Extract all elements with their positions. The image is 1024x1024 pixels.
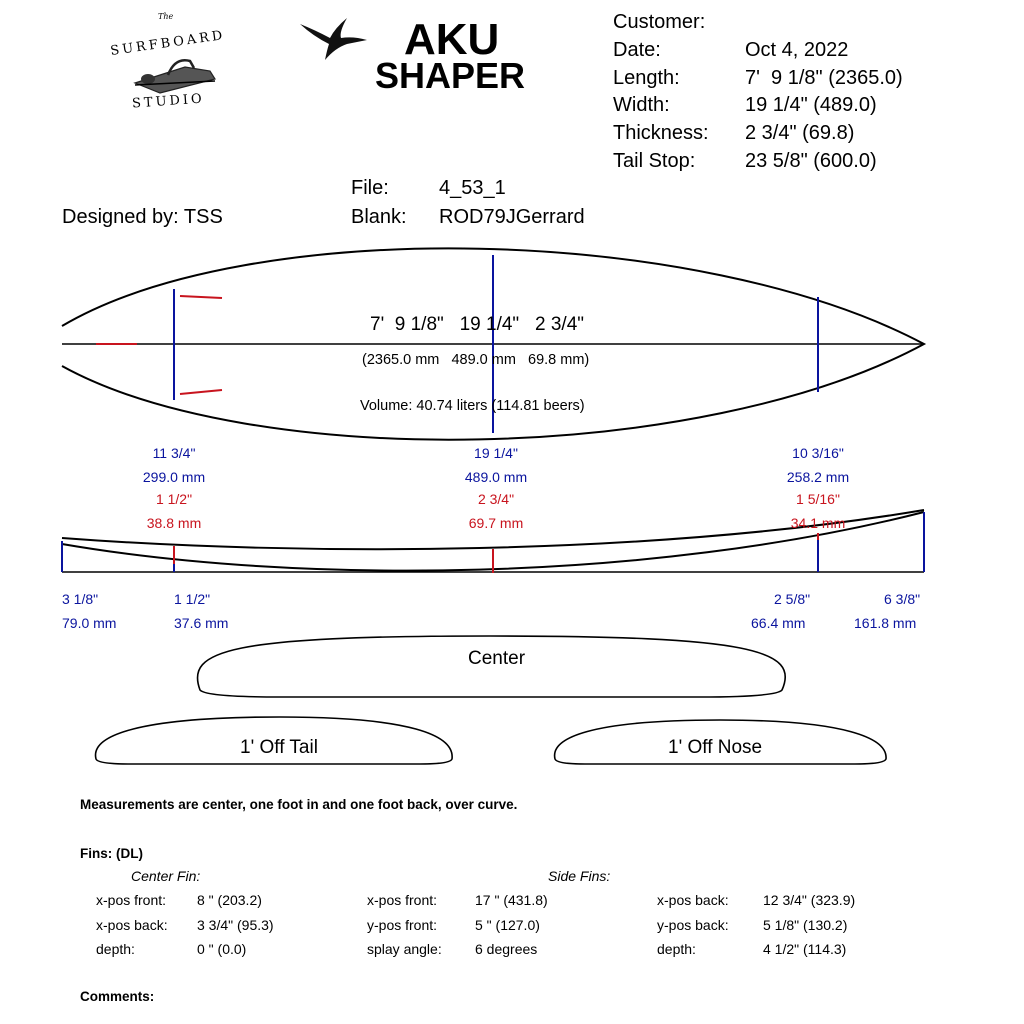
fin-label: depth: [96,941,135,957]
spec-label: Width: [613,94,670,116]
fin-label: splay angle: [367,941,442,957]
rocker-mm: 79.0 mm [62,615,117,631]
side-fin-mark [180,390,222,394]
fin-value: 5 " (127.0) [475,917,540,933]
fin-label: y-pos front: [367,917,438,933]
spec-value: 2 3/4" (69.8) [745,122,855,144]
blank-value: ROD79JGerrard [439,206,585,228]
rocker-in: 6 3/8" [884,591,921,607]
fin-value: 8 " (203.2) [197,892,262,908]
logo-small-text: The [158,12,174,21]
station-width-mm: 258.2 mm [786,469,850,485]
station-thick-mm: 34.1 mm [790,515,846,531]
brand-line1: AKU [404,15,500,64]
rocker-mm: 37.6 mm [174,615,229,631]
spec-label: Length: [613,67,680,89]
volume-text: Volume: 40.74 liters (114.81 beers) [360,398,585,414]
spec-label: Date: [613,39,661,61]
fin-label: x-pos back: [96,917,168,933]
station-width-in: 19 1/4" [474,445,518,461]
file-value: 4_53_1 [439,177,506,199]
fin-value: 17 " (431.8) [475,892,548,908]
center-fin-title: Center Fin: [131,868,201,884]
station-thick-in: 1 5/16" [796,491,840,507]
spec-value: 19 1/4" (489.0) [745,94,877,116]
rocker-mm: 66.4 mm [751,615,806,631]
blank-label: Blank: [351,206,407,228]
spec-label: Thickness: [613,122,709,144]
designed-by: Designed by: TSS [62,206,223,228]
station-thick-mm: 38.8 mm [146,515,202,531]
outline-dims-imperial: 7' 9 1/8" 19 1/4" 2 3/4" [370,314,585,335]
station-width-in: 10 3/16" [792,445,844,461]
comments-label: Comments: [80,989,155,1004]
fin-label: x-pos front: [96,892,167,908]
rocker-mm: 161.8 mm [854,615,917,631]
fin-value: 4 1/2" (114.3) [763,941,847,957]
spec-label: Customer: [613,11,706,33]
fin-label: x-pos back: [657,892,729,908]
station-width-in: 11 3/4" [152,445,196,461]
measurement-note: Measurements are center, one foot in and one foot back, over curve. [80,797,518,812]
tail-section-label: 1' Off Tail [240,737,318,758]
center-section-label: Center [468,648,526,669]
logo-bottom-text: STUDIO [131,91,206,112]
fins-title: Fins: (DL) [80,846,143,861]
rocker-in: 3 1/8" [62,591,99,607]
outline-dims-metric: (2365.0 mm 489.0 mm 69.8 mm) [362,352,590,368]
station-width-mm: 489.0 mm [464,469,528,485]
fin-value: 12 3/4" (323.9) [763,892,856,908]
spec-value: 7' 9 1/8" (2365.0) [745,67,903,89]
rocker-in: 1 1/2" [174,591,211,607]
fin-label: y-pos back: [657,917,729,933]
fin-value: 5 1/8" (130.2) [763,917,848,933]
rocker-in: 2 5/8" [774,591,811,607]
station-thick-in: 1 1/2" [155,491,193,507]
fin-value: 3 3/4" (95.3) [197,917,274,933]
side-fin-title: Side Fins: [548,868,611,884]
side-fin-mark [180,296,222,298]
fin-value: 0 " (0.0) [197,941,247,957]
logo-top-text: SURFBOARD [109,28,227,59]
brand-line2: SHAPER [375,55,526,96]
fin-label: x-pos front: [367,892,438,908]
nose-section-label: 1' Off Nose [668,737,763,758]
spec-label: Tail Stop: [613,150,696,172]
file-label: File: [351,177,389,199]
spec-value: Oct 4, 2022 [745,39,849,61]
station-thick-mm: 69.7 mm [468,515,524,531]
station-width-mm: 299.0 mm [142,469,206,485]
spec-value: 23 5/8" (600.0) [745,150,877,172]
fin-value: 6 degrees [475,941,538,957]
fin-label: depth: [657,941,696,957]
station-thick-in: 2 3/4" [477,491,515,507]
